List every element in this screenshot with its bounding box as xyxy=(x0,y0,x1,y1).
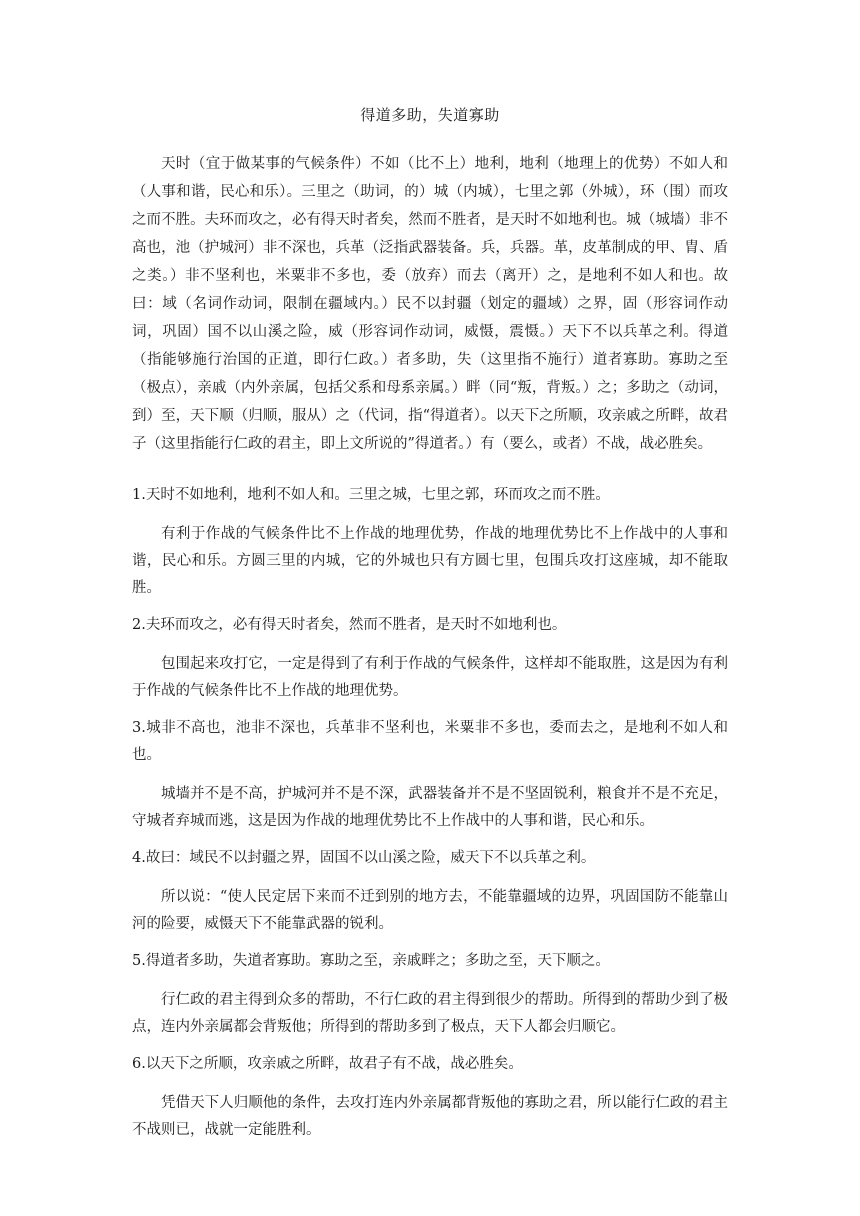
sentence-translation-6 xyxy=(132,1051,728,1144)
sentence-translation-1 xyxy=(132,482,728,602)
sentence-translation-5 xyxy=(132,948,728,1041)
original-sentence: 4.故曰：域民不以封疆之界，固国不以山溪之险，威天下不以兵革之利。 xyxy=(132,850,596,866)
original-sentence: 3.城非不高也，池非不深也，兵革非不坚利也，米粟非不多也，委而去之，是地利不如人和也。 xyxy=(132,720,728,763)
original-sentence: 1.天时不如地利，地利不如人和。三里之城，七里之郭，环而攻之而不胜。 xyxy=(132,487,610,503)
sentence-translation: 城墙并不是不高，护城河并不是不深，武器装备并不是不坚固锐利，粮食并不是不充足，守城者弃城而逃，这是因为作战的地理优势比不上作战中的人事和谐，民心和乐。 xyxy=(132,786,728,829)
sentence-translation-4 xyxy=(132,845,728,938)
sentence-translation: 行仁政的君主得到众多的帮助，不行仁政的君主得到很少的帮助。所得到的帮助少到了极点，连内外亲属都会背叛他；所得到的帮助多到了极点，天下人都会归顺它。 xyxy=(132,992,728,1035)
document-title: 得道多助，失道寡助 xyxy=(360,106,500,124)
sentence-translation-3 xyxy=(132,715,728,835)
sentence-translation: 包围起来攻打它，一定是得到了有利于作战的气候条件，这样却不能取胜，这是因为有利于作战的气候条件比不上作战的地理优势。 xyxy=(132,656,728,699)
sentence-translation-2 xyxy=(132,612,728,705)
annotated-main-text: 天时（宜于做某事的气候条件）不如（比不上）地利，地利（地理上的优势）不如人和（人事和谐，民心和乐）。三里之（助词，的）城（内城），七里之郭（外城），环（围）而攻之而不胜。夫环而攻之，必有得天时者矣，然而不胜者，是天时不如地利也。城（城墙）非不高也，池（护城河）非不深也，兵革（泛指武器装备。兵，兵器。革，皮革制成的甲、胄、盾之类。）非不坚利也，米粟非不多也，委（放弃）而去（离开）之，是地利不如人和也。故曰：域（名词作动词，限制在疆域内。）民不以封疆（划定的疆域）之界，固（形容词作动词，巩固）国不以山溪之险，威（形容词作动词，威慑，震慑。）天下不以兵革之利。得道（指能够施行治国的正道，即行仁政。）者多助，失（这里指不施行）道者寡助。寡助之至（极点），亲戚（内外亲属，包括父系和母系亲属。）畔（同“叛，背叛。）之；多助之（动词，到）至，天下顺（归顺，服从）之（代词，指“得道者）。以天下之所顺，攻亲戚之所畔，故君子（这里指能行仁政的君主，即上文所说的”得道者。）有（要么，或者）不战，战必胜矣。 xyxy=(132,156,728,452)
sentence-translation: 有利于作战的气候条件比不上作战的地理优势，作战的地理优势比不上作战中的人事和谐，民心和乐。方圆三里的内城，它的外城也只有方圆七里，包围兵攻打这座城，却不能取胜。 xyxy=(132,526,728,596)
original-sentence: 5.得道者多助，失道者寡助。寡助之至，亲戚畔之；多助之至，天下顺之。 xyxy=(132,953,610,969)
original-sentence: 6.以天下之所顺，攻亲戚之所畔，故君子有不战，战必胜矣。 xyxy=(132,1056,523,1072)
sentence-translation: 所以说：“使人民定居下来而不迁到别的地方去，不能靠疆域的边界，巩固国防不能靠山河的险要，威慑天下不能靠武器的锐利。 xyxy=(132,889,728,932)
sentence-translation: 凭借天下人归顺他的条件，去攻打连内外亲属都背叛他的寡助之君，所以能行仁政的君主不战则已，战就一定能胜利。 xyxy=(132,1095,728,1138)
original-sentence: 2.夫环而攻之，必有得天时者矣，然而不胜者，是天时不如地利也。 xyxy=(132,617,567,633)
